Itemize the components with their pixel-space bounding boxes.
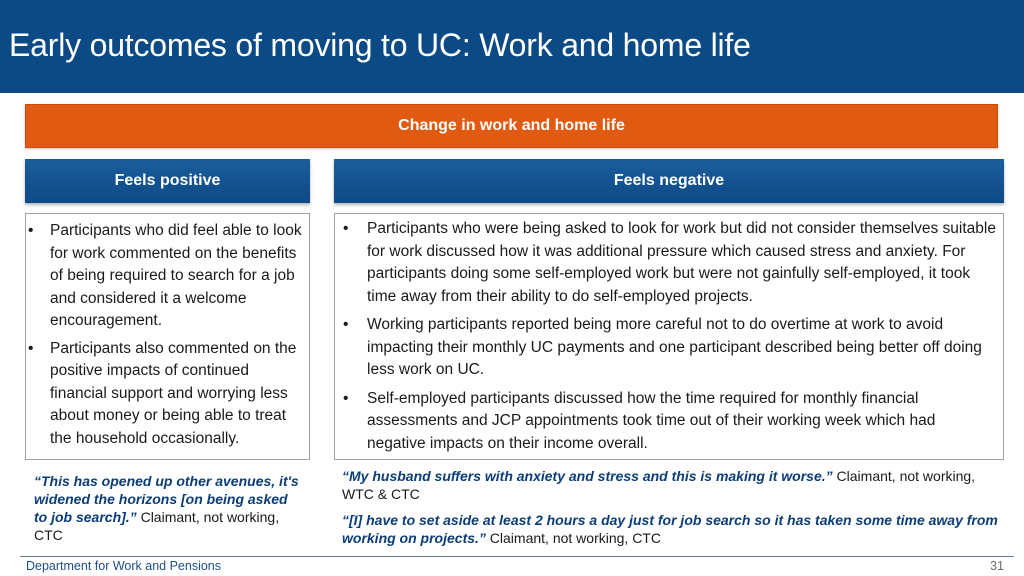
negative-bullet-list [335,214,1003,455]
positive-column-header: Feels positive [25,159,310,203]
quote-text: “This has opened up other avenues, it's widened the horizons [on being asked to job search].” [34,473,299,525]
bullet-icon: • [343,220,349,237]
bullet-text: Participants who did feel able to look for work commented on the benefits of being required to search for a job and considered it a welcome encouragement. [50,222,302,329]
bullet-text: Self-employed participants discussed how the time required for monthly financial assessments and JCP appointments took time out of their working week which had negative impacts on their income overall. [367,389,936,452]
bullet-text: Participants also commented on the positive impacts of continued financial support and worrying less about money or being able to treat the household occasionally. [50,339,297,447]
negative-quote-2 [342,511,1002,547]
quote-text: “My husband suffers with anxiety and stress and this is making it worse.” [342,468,833,484]
bullet-text: Working participants reported being more careful not to do overtime at work to avoid impacting their monthly UC payments and one participant described being better off doing less work on UC. [367,316,982,378]
positive-findings-box [25,213,310,460]
bullet-icon: • [28,222,34,239]
negative-quote-1 [342,467,1002,503]
quote-attribution: Claimant, not working, WTC & CTC [342,468,976,502]
footer-divider [20,556,1014,557]
list-item [343,314,997,382]
quote-text: “[I] have to set aside at least 2 hours a day just for job search so it has taken some time away from working on projects.” [342,512,998,546]
title-bar [0,0,1024,93]
quote-attribution: Claimant, not working, CTC [485,530,661,546]
negative-findings-box [334,213,1004,460]
list-item [26,220,305,333]
positive-quote [34,472,304,544]
bullet-text: Participants who were being asked to look for work but did not consider themselves suitable for work discussed how it was additional pressure which caused stress and anxiety. For participants doing some self-employed work but were not gainfully self-employed, it took time away from their ability to do self-employed projects. [367,220,996,305]
page-title: Early outcomes of moving to UC: Work and home life [9,27,751,63]
negative-column-header: Feels negative [334,159,1004,203]
bullet-icon: • [28,339,34,357]
list-item [343,218,997,308]
bullet-icon: • [343,389,349,407]
bullet-icon: • [343,316,349,333]
list-item [26,338,305,451]
section-banner: Change in work and home life [25,104,998,148]
quote-attribution: Claimant, not working, CTC [34,509,280,543]
page-number: 31 [990,559,1004,573]
positive-bullet-list [26,214,309,450]
list-item [343,388,997,456]
footer-organisation: Department for Work and Pensions [26,559,222,573]
